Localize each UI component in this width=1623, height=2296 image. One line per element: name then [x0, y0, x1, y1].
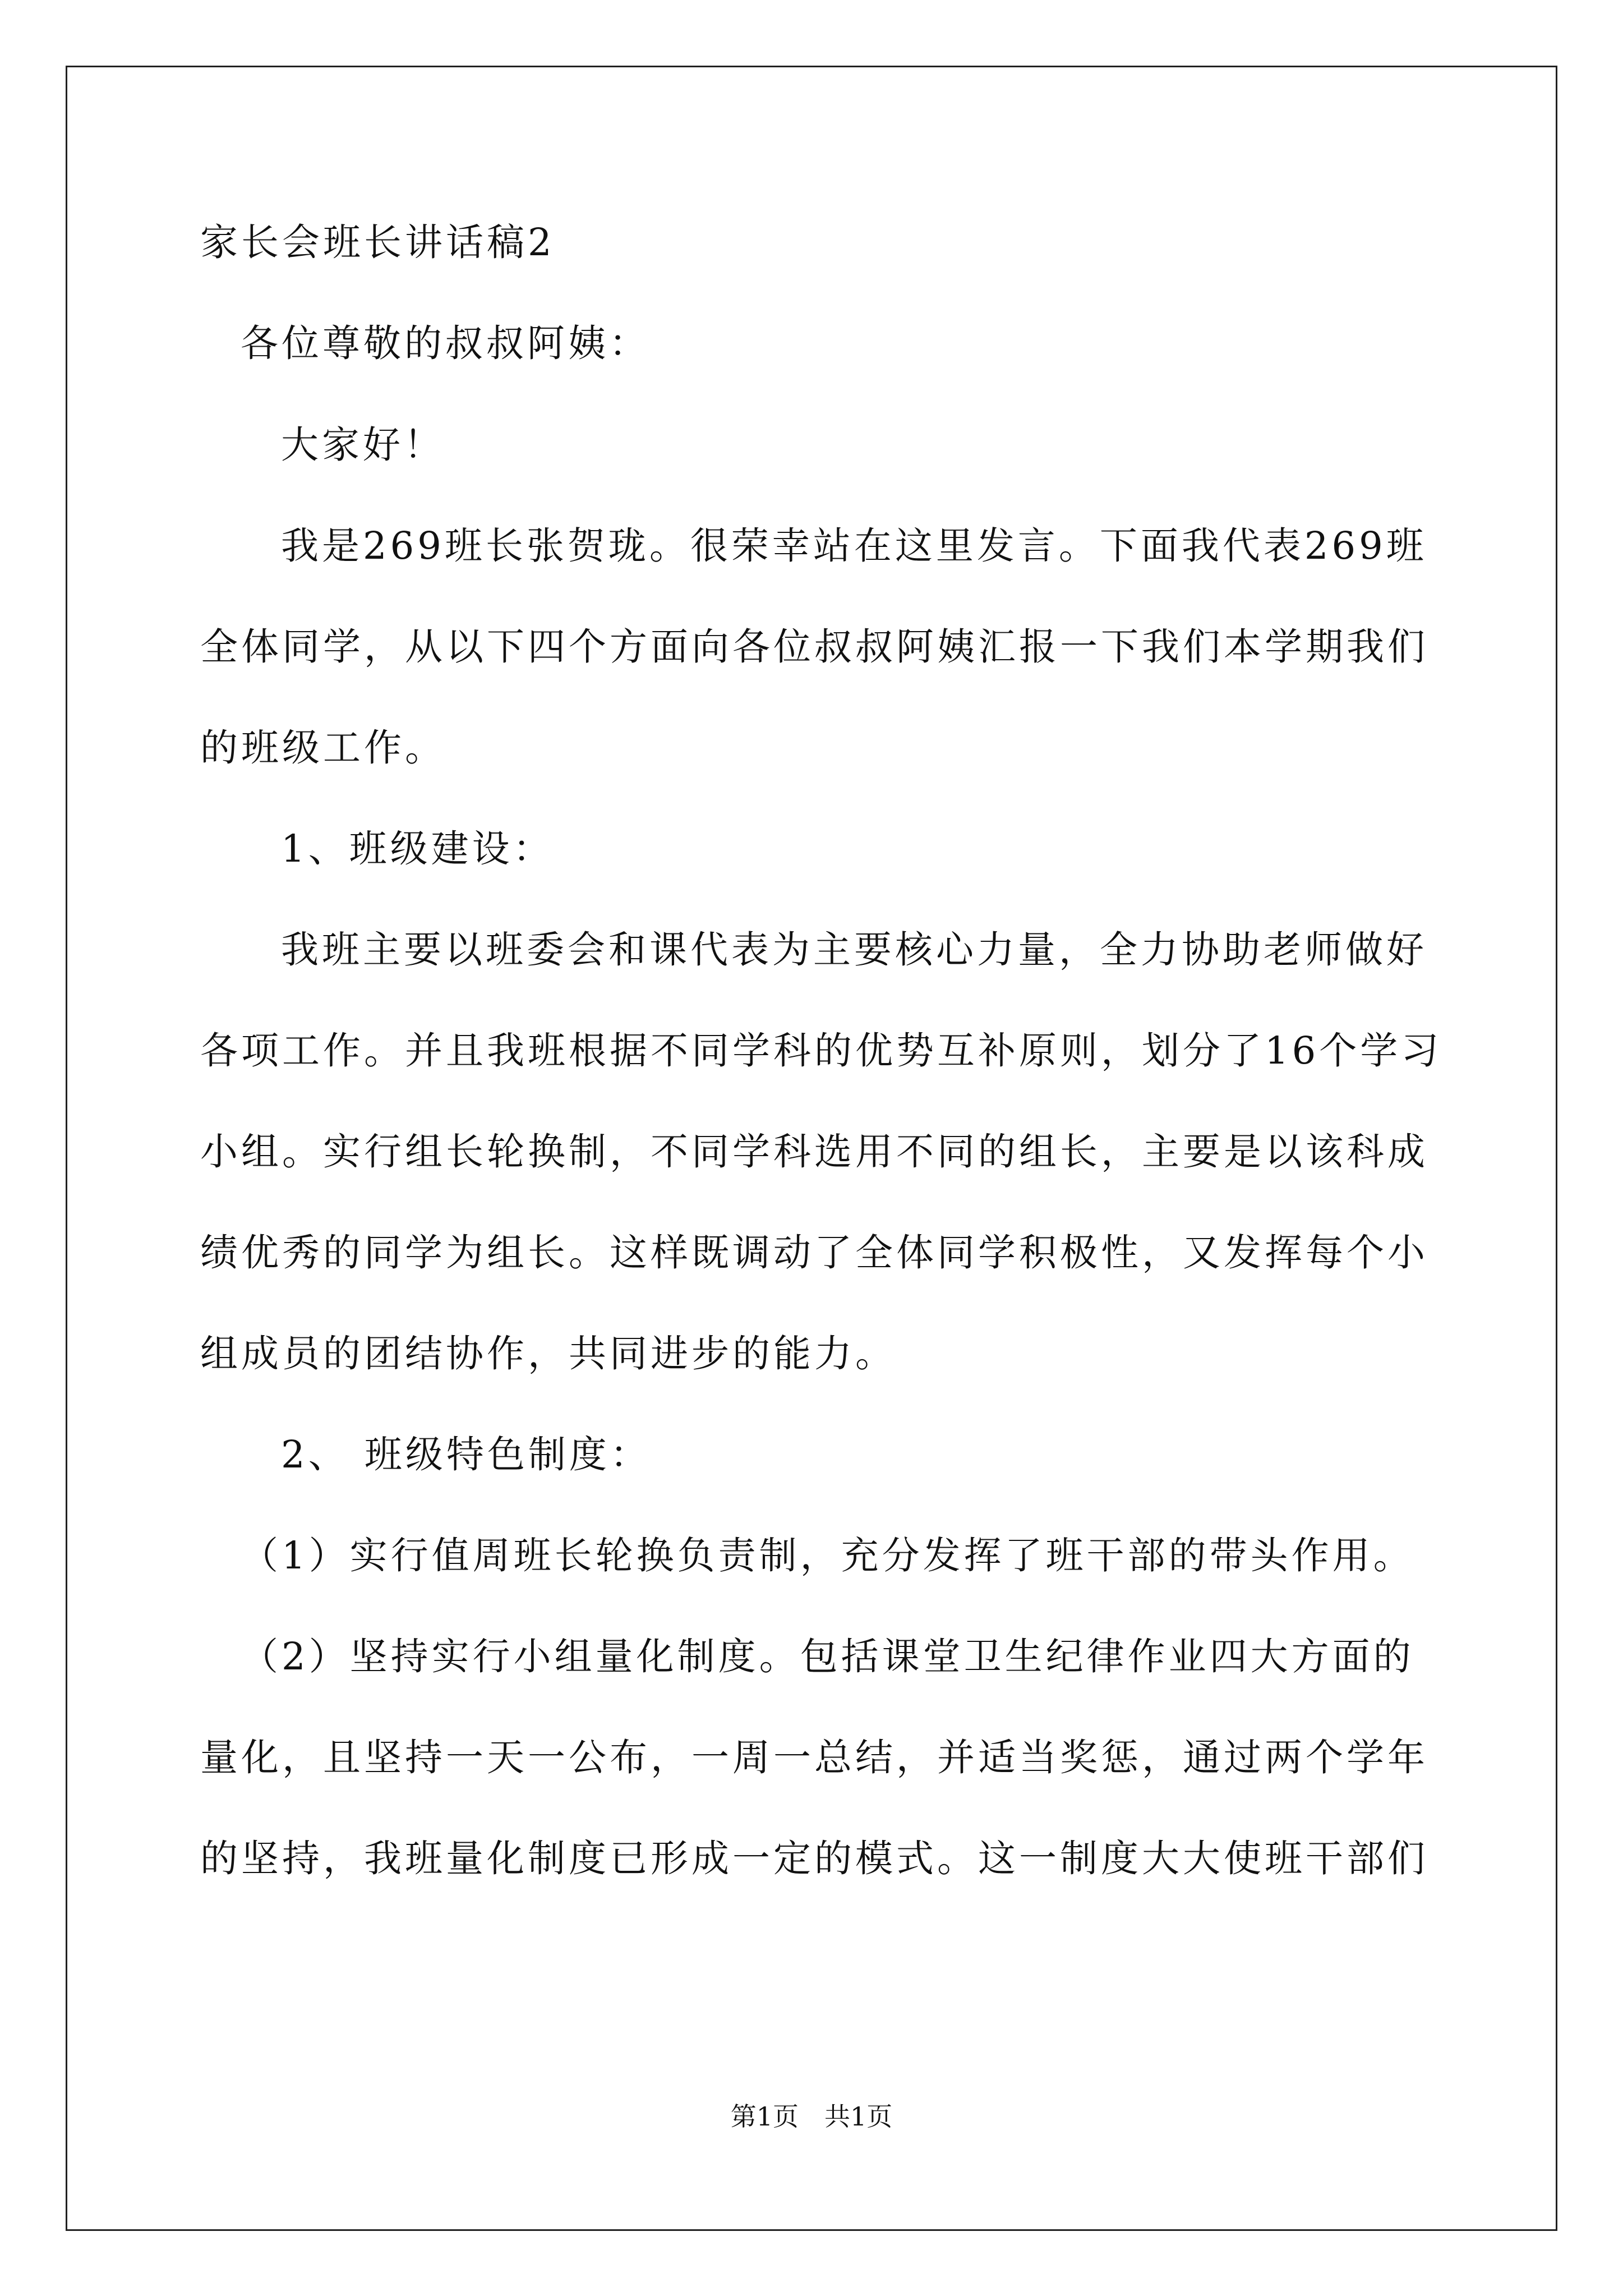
- paragraph-line: 全体同学，从以下四个方面向各位叔叔阿姨汇报一下我们本学期我们: [200, 625, 1428, 669]
- document-title: 家长会班长讲话稿2: [200, 220, 555, 264]
- paragraph-line: 的班级工作。: [200, 726, 446, 770]
- section-heading-2: 2、 班级特色制度：: [281, 1433, 651, 1476]
- paragraph-line: 各项工作。并且我班根据不同学科的优势互补原则，划分了16个学习: [200, 1029, 1442, 1073]
- section-heading-1: 1、班级建设：: [281, 827, 554, 871]
- greeting: 各位尊敬的叔叔阿姨：: [241, 321, 650, 365]
- paragraph-line: 小组。实行组长轮换制，不同学科选用不同的组长，主要是以该科成: [200, 1130, 1428, 1174]
- page-footer: 第1页 共1页: [730, 2101, 893, 2132]
- paragraph-line: 量化，且坚持一天一公布，一周一总结，并适当奖惩，通过两个学年: [200, 1736, 1428, 1779]
- paragraph-line: 的坚持，我班量化制度已形成一定的模式。这一制度大大使班干部们: [200, 1837, 1428, 1880]
- list-item: （2）坚持实行小组量化制度。包括课堂卫生纪律作业四大方面的: [241, 1635, 1414, 1678]
- list-item: （1）实行值周班长轮换负责制，充分发挥了班干部的带头作用。: [241, 1534, 1414, 1577]
- hello-line: 大家好！: [281, 423, 445, 467]
- paragraph-line: 我是269班长张贺珑。很荣幸站在这里发言。下面我代表269班: [281, 524, 1427, 568]
- paragraph-line: 组成员的团结协作，共同进步的能力。: [200, 1332, 896, 1375]
- paragraph-line: 绩优秀的同学为组长。这样既调动了全体同学积极性，又发挥每个小: [200, 1231, 1428, 1274]
- paragraph-line: 我班主要以班委会和课代表为主要核心力量，全力协助老师做好: [281, 928, 1427, 972]
